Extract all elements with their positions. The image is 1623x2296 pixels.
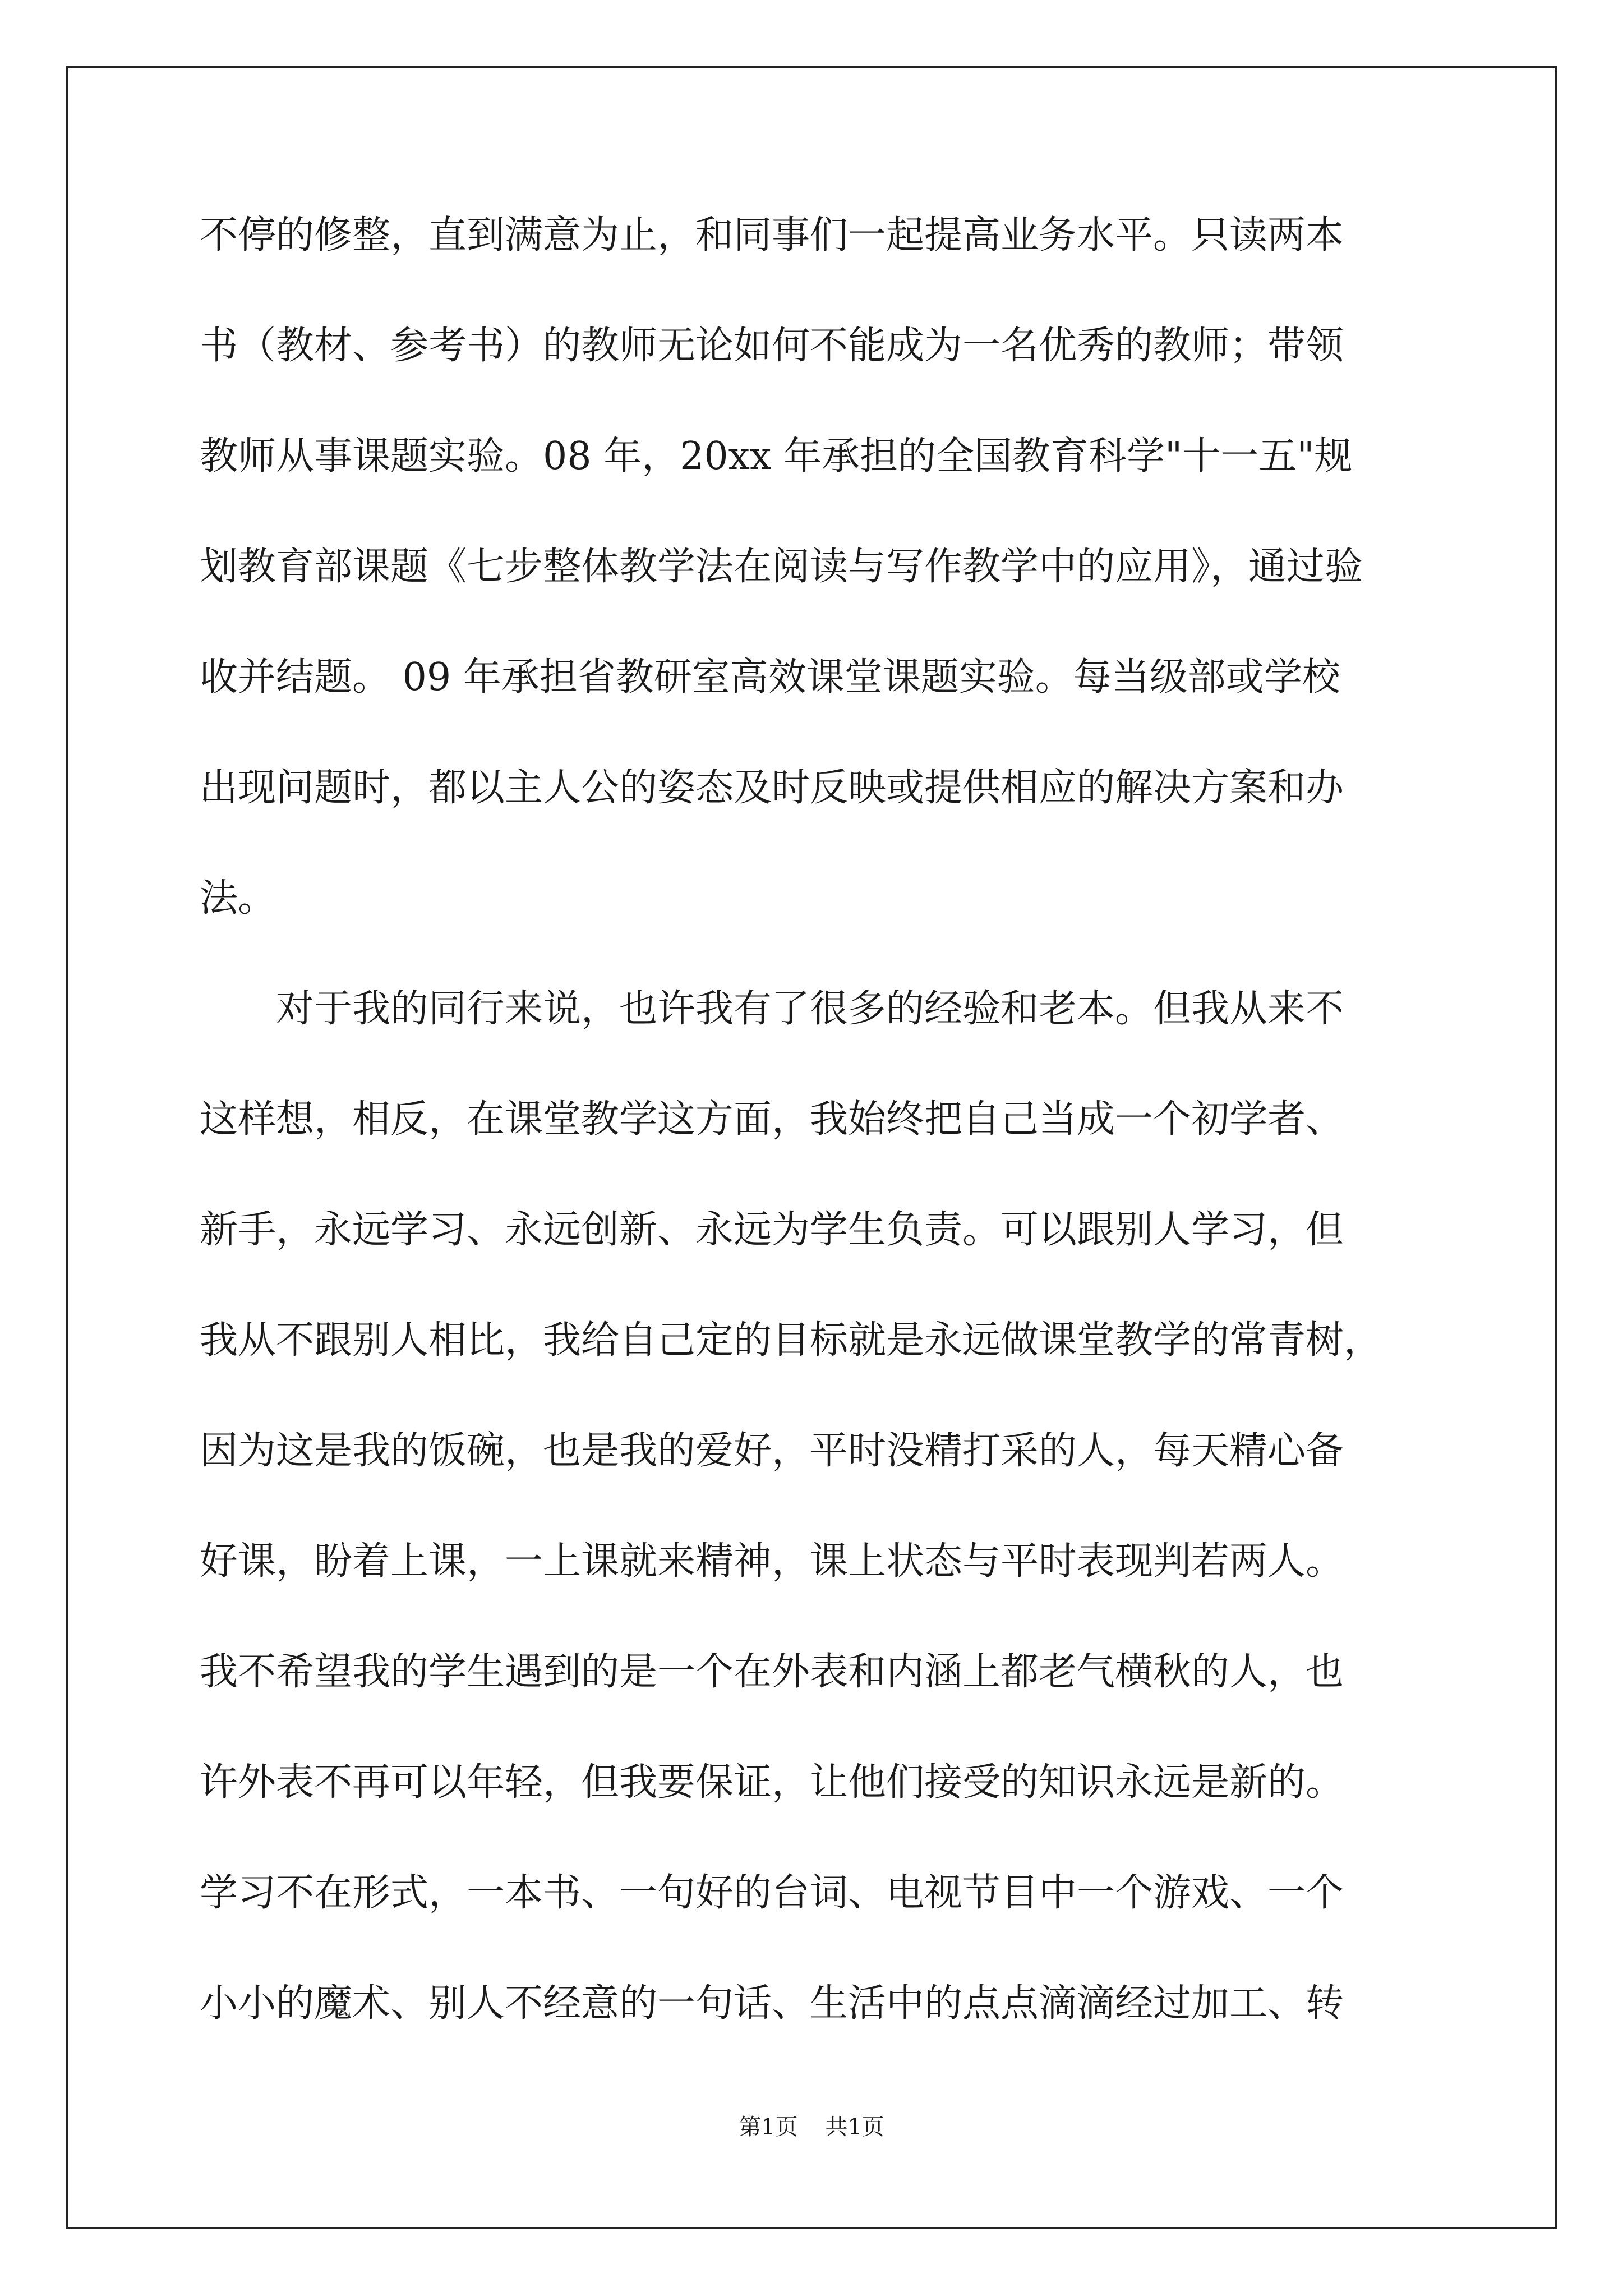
text-line: 我从不跟别人相比，我给自己定的目标就是永远做课堂教学的常青树，: [200, 1318, 1382, 1363]
text-line: 许外表不再可以年轻，但我要保证，让他们接受的知识永远是新的。: [200, 1760, 1344, 1805]
page-number-current: 第1页: [739, 2114, 798, 2140]
text-line: 好课，盼着上课，一上课就来精神，课上状态与平时表现判若两人。: [200, 1539, 1344, 1584]
text-line: 因为这是我的饭碗，也是我的爱好，平时没精打采的人，每天精心备: [200, 1429, 1344, 1473]
text-line: 法。: [200, 876, 276, 921]
text-line: 出现问题时，都以主人公的姿态及时反映或提供相应的解决方案和办: [200, 766, 1344, 810]
text-line: 教师从事课题实验。08 年，20xx 年承担的全国教育科学"十一五"规: [200, 434, 1353, 478]
text-line: 小小的魔术、别人不经意的一句话、生活中的点点滴滴经过加工、转: [200, 1981, 1344, 2026]
paragraph-start-line: 对于我的同行来说，也许我有了很多的经验和老本。但我从来不: [200, 987, 1344, 1031]
text-line: 收并结题。 09 年承担省教研室高效课堂课题实验。每当级部或学校: [200, 655, 1340, 700]
text-line: 这样想，相反，在课堂教学这方面，我始终把自己当成一个初学者、: [200, 1097, 1344, 1142]
text-line: 划教育部课题《七步整体教学法在阅读与写作教学中的应用》，通过验: [200, 545, 1363, 589]
page-number-total: 共1页: [825, 2114, 884, 2140]
page-footer: [0, 2109, 1623, 2141]
text-line: 学习不在形式，一本书、一句好的台词、电视节目中一个游戏、一个: [200, 1871, 1344, 1915]
text-line: 新手，永远学习、永远创新、永远为学生负责。可以跟别人学习，但: [200, 1208, 1344, 1252]
text-line: 我不希望我的学生遇到的是一个在外表和内涵上都老气横秋的人，也: [200, 1650, 1344, 1694]
text-line: 不停的修整，直到满意为止，和同事们一起提高业务水平。只读两本: [200, 213, 1344, 257]
text-line: 书（教材、参考书）的教师无论如何不能成为一名优秀的教师；带领: [200, 324, 1344, 368]
